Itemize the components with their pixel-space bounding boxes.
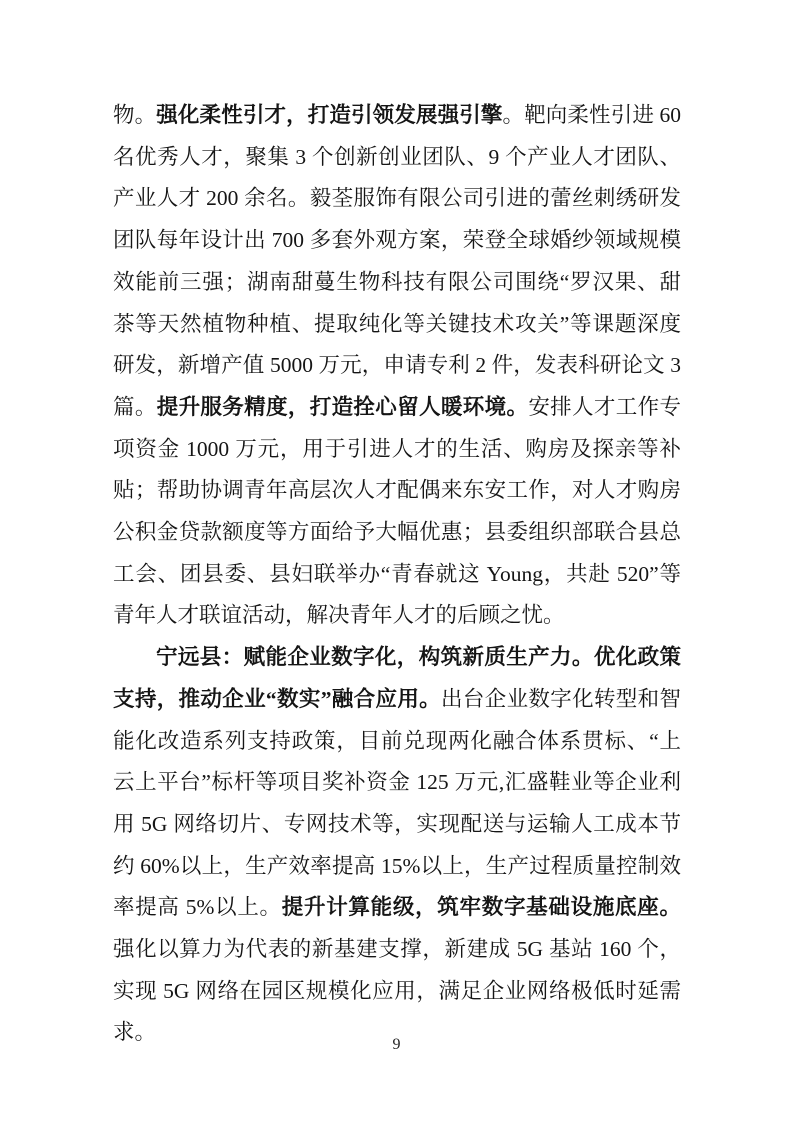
text-run: 出台企业数字化转型和智能化改造系列支持政策，目前兑现两化融合体系贯标、“上云上平台”标杆等项目奖补资金 125 万元,汇盛鞋业等企业利用 5G 网络切片、专网技术等，实现配送与运输人工成本节约 60%以上，生产效率提高 15%以上，生产过程质量控制效率提高 5%以上。 [113,686,681,920]
bold-text-run: 提升计算能级，筑牢数字基础设施底座。 [281,895,681,920]
text-run: 强化以算力为代表的新基建支撑，新建成 5G 基站 160 个，实现 5G 网络在园区规模化应用，满足企业网络极低时延需求。 [113,937,681,1045]
bold-text-run: 提升服务精度，打造拴心留人暖环境。 [156,394,529,419]
page-footer [0,1036,793,1054]
page-number: 9 [392,1036,401,1053]
text-run: 安排人才工作专项资金 1000 万元，用于引进人才的生活、购房及探亲等补贴；帮助协调青年高层次人才配偶来东安工作，对人才购房公积金贷款额度等方面给予大幅优惠；县委组织部联合县总工会、团县委、县妇联举办“青春就这 Young，共赴 520”等青年人才联谊活动，解决青年人才的后顾之忧。 [113,394,681,628]
document-body [113,95,681,1054]
bold-text-run: 强化柔性引才，打造引领发展强引擎 [156,103,503,127]
bold-text-run: 宁远县：赋能企业数字化，构筑新质生产力。优化政策支持，推动企业“数实”融合应用。 [113,645,681,711]
paragraph [113,637,681,1054]
text-run: 。靶向柔性引进 60 名优秀人才，聚集 3 个创新创业团队、9 个产业人才团队、产业人才 200 余名。毅荃服饰有限公司引进的蕾丝刺绣研发团队每年设计出 700 多套外观方案，荣登全球婚纱领域规模效能前三强；湖南甜蔓生物科技有限公司围绕“罗汉果、甜茶等天然植物种植、提取纯化等关键技术攻关”等课题深度研发，新增产值 5000 万元，申请专利 2 件，发表科研论文 3 篇。 [113,103,681,419]
text-run: 物。 [113,103,157,127]
paragraph [113,95,681,637]
